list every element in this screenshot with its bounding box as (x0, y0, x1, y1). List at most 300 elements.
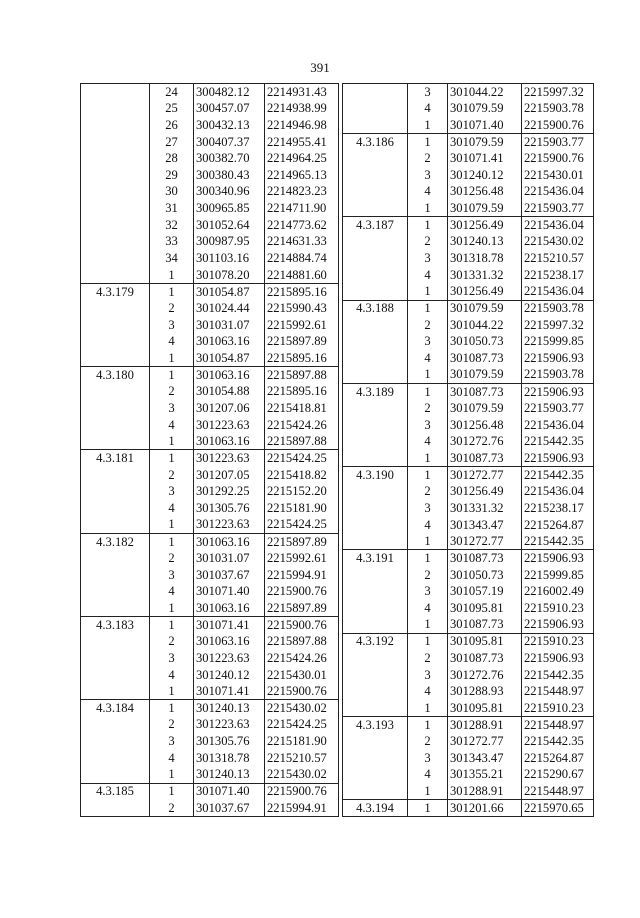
object-id-cell (343, 400, 408, 417)
x-coordinate-cell: 301331.32 (448, 267, 522, 284)
object-id-cell (343, 567, 408, 584)
object-id-cell (81, 650, 150, 667)
x-coordinate-cell: 301256.48 (448, 183, 522, 200)
x-coordinate-cell: 301054.87 (194, 350, 265, 367)
object-id-cell (81, 100, 150, 117)
object-id-cell (81, 583, 150, 600)
point-number-cell: 2 (408, 483, 448, 500)
object-id-cell: 4.3.179 (81, 283, 150, 300)
table-row (81, 233, 339, 250)
table-row (343, 117, 594, 134)
object-id-cell: 4.3.190 (343, 467, 408, 484)
x-coordinate-cell: 301087.73 (448, 550, 522, 567)
object-id-cell (343, 317, 408, 334)
point-number-cell: 1 (150, 533, 194, 550)
x-coordinate-cell: 301318.78 (448, 250, 522, 267)
object-id-cell (343, 733, 408, 750)
y-coordinate-cell: 2215895.16 (265, 283, 339, 300)
point-number-cell: 4 (150, 500, 194, 517)
x-coordinate-cell: 301071.41 (194, 683, 265, 700)
object-id-cell (343, 283, 408, 300)
point-number-cell: 4 (150, 333, 194, 350)
table-row (343, 450, 594, 467)
table-row (343, 267, 594, 284)
y-coordinate-cell: 2215448.97 (522, 683, 594, 700)
object-id-cell (81, 200, 150, 217)
y-coordinate-cell: 2214881.60 (265, 267, 339, 284)
y-coordinate-cell: 2215442.35 (522, 666, 594, 683)
table-row (343, 100, 594, 117)
point-number-cell: 1 (150, 700, 194, 717)
x-coordinate-cell: 301240.13 (194, 700, 265, 717)
point-number-cell: 2 (150, 716, 194, 733)
table-row (343, 666, 594, 683)
table-row (343, 233, 594, 250)
object-id-cell (343, 433, 408, 450)
object-id-cell (81, 550, 150, 567)
y-coordinate-cell: 2215900.76 (265, 683, 339, 700)
point-number-cell: 1 (150, 683, 194, 700)
y-coordinate-cell: 2215903.78 (522, 300, 594, 317)
table-row (81, 117, 339, 134)
object-id-cell (81, 417, 150, 434)
x-coordinate-cell: 301343.47 (448, 517, 522, 534)
y-coordinate-cell: 2215264.87 (522, 517, 594, 534)
object-id-cell (81, 267, 150, 284)
point-number-cell: 4 (408, 600, 448, 617)
object-id-cell (343, 583, 408, 600)
point-number-cell: 1 (408, 117, 448, 134)
y-coordinate-cell: 2215430.01 (522, 167, 594, 184)
y-coordinate-cell: 2215897.89 (265, 333, 339, 350)
y-coordinate-cell: 2214931.43 (265, 84, 339, 101)
y-coordinate-cell: 2215897.88 (265, 367, 339, 384)
table-row (343, 700, 594, 717)
x-coordinate-cell: 301288.91 (448, 716, 522, 733)
object-id-cell: 4.3.189 (343, 383, 408, 400)
object-id-cell (343, 483, 408, 500)
object-id-cell: 4.3.193 (343, 716, 408, 733)
y-coordinate-cell: 2214964.25 (265, 150, 339, 167)
table-row (343, 633, 594, 650)
point-number-cell: 2 (408, 567, 448, 584)
point-number-cell: 3 (150, 650, 194, 667)
point-number-cell: 4 (150, 666, 194, 683)
y-coordinate-cell: 2214884.74 (265, 250, 339, 267)
point-number-cell: 26 (150, 117, 194, 134)
object-id-cell (343, 666, 408, 683)
object-id-cell (343, 533, 408, 550)
x-coordinate-cell: 301223.63 (194, 450, 265, 467)
x-coordinate-cell: 301256.48 (448, 417, 522, 434)
y-coordinate-cell: 2215436.04 (522, 217, 594, 234)
object-id-cell (343, 766, 408, 783)
y-coordinate-cell: 2215430.02 (265, 766, 339, 783)
point-number-cell: 2 (408, 733, 448, 750)
object-id-cell (343, 350, 408, 367)
object-id-cell (81, 300, 150, 317)
y-coordinate-cell: 2214711.90 (265, 200, 339, 217)
y-coordinate-cell: 2215436.04 (522, 483, 594, 500)
x-coordinate-cell: 301079.59 (448, 400, 522, 417)
point-number-cell: 4 (408, 267, 448, 284)
object-id-cell (343, 750, 408, 767)
y-coordinate-cell: 2215997.32 (522, 84, 594, 101)
point-number-cell: 3 (150, 317, 194, 334)
x-coordinate-cell: 301207.05 (194, 467, 265, 484)
object-id-cell (81, 500, 150, 517)
table-row (81, 600, 339, 617)
table-row (81, 650, 339, 667)
y-coordinate-cell: 2215238.17 (522, 267, 594, 284)
x-coordinate-cell: 301223.63 (194, 650, 265, 667)
table-row (343, 400, 594, 417)
x-coordinate-cell: 301095.81 (448, 700, 522, 717)
table-row (343, 383, 594, 400)
object-id-cell (343, 84, 408, 101)
x-coordinate-cell: 301256.49 (448, 483, 522, 500)
table-row (81, 583, 339, 600)
object-id-cell (81, 567, 150, 584)
object-id-cell (343, 600, 408, 617)
table-row (81, 733, 339, 750)
point-number-cell: 1 (408, 633, 448, 650)
y-coordinate-cell: 2215897.89 (265, 533, 339, 550)
table-row (343, 467, 594, 484)
point-number-cell: 29 (150, 167, 194, 184)
point-number-cell: 2 (150, 300, 194, 317)
object-id-cell: 4.3.182 (81, 533, 150, 550)
object-id-cell: 4.3.181 (81, 450, 150, 467)
y-coordinate-cell: 2215906.93 (522, 650, 594, 667)
object-id-cell (343, 200, 408, 217)
y-coordinate-cell: 2214823.23 (265, 183, 339, 200)
point-number-cell: 1 (408, 300, 448, 317)
x-coordinate-cell: 301095.81 (448, 633, 522, 650)
point-number-cell: 1 (408, 450, 448, 467)
object-id-cell (343, 500, 408, 517)
object-id-cell (81, 333, 150, 350)
object-id-cell: 4.3.184 (81, 700, 150, 717)
table-row (343, 367, 594, 384)
x-coordinate-cell: 301256.49 (448, 283, 522, 300)
object-id-cell (343, 450, 408, 467)
point-number-cell: 4 (150, 583, 194, 600)
object-id-cell (343, 700, 408, 717)
object-id-cell (81, 766, 150, 783)
x-coordinate-cell: 301288.93 (448, 683, 522, 700)
x-coordinate-cell: 301087.73 (448, 350, 522, 367)
x-coordinate-cell: 301240.13 (448, 233, 522, 250)
object-id-cell (81, 350, 150, 367)
table-row (81, 133, 339, 150)
object-id-cell (81, 733, 150, 750)
table-row (81, 267, 339, 284)
table-row (343, 567, 594, 584)
x-coordinate-cell: 301050.73 (448, 567, 522, 584)
object-id-cell (81, 716, 150, 733)
y-coordinate-cell: 2215997.32 (522, 317, 594, 334)
table-row (81, 750, 339, 767)
object-id-cell (343, 233, 408, 250)
table-row (81, 383, 339, 400)
y-coordinate-cell: 2215900.76 (265, 617, 339, 634)
x-coordinate-cell: 301272.77 (448, 733, 522, 750)
object-id-cell: 4.3.183 (81, 617, 150, 634)
y-coordinate-cell: 2215900.76 (265, 783, 339, 800)
table-row (343, 250, 594, 267)
y-coordinate-cell: 2215970.65 (522, 800, 594, 817)
table-row (81, 450, 339, 467)
point-number-cell: 1 (150, 517, 194, 534)
y-coordinate-cell: 2215430.02 (522, 233, 594, 250)
point-number-cell: 1 (408, 550, 448, 567)
x-coordinate-cell: 301087.73 (448, 383, 522, 400)
table-row (343, 733, 594, 750)
table-row (81, 100, 339, 117)
table-row (81, 633, 339, 650)
table-row (343, 716, 594, 733)
object-id-cell (81, 633, 150, 650)
x-coordinate-cell: 301087.73 (448, 650, 522, 667)
y-coordinate-cell: 2215430.01 (265, 666, 339, 683)
point-number-cell: 1 (150, 350, 194, 367)
point-number-cell: 2 (408, 233, 448, 250)
y-coordinate-cell: 2215264.87 (522, 750, 594, 767)
point-number-cell: 1 (408, 783, 448, 800)
point-number-cell: 30 (150, 183, 194, 200)
point-number-cell: 2 (150, 383, 194, 400)
y-coordinate-cell: 2214773.62 (265, 217, 339, 234)
point-number-cell: 1 (408, 367, 448, 384)
point-number-cell: 2 (150, 550, 194, 567)
table-row (81, 800, 339, 817)
x-coordinate-cell: 301079.59 (448, 133, 522, 150)
table-row (343, 317, 594, 334)
x-coordinate-cell: 301305.76 (194, 500, 265, 517)
point-number-cell: 4 (408, 100, 448, 117)
x-coordinate-cell: 301037.67 (194, 567, 265, 584)
object-id-cell (343, 117, 408, 134)
point-number-cell: 1 (150, 367, 194, 384)
x-coordinate-cell: 301031.07 (194, 317, 265, 334)
y-coordinate-cell: 2215994.91 (265, 567, 339, 584)
x-coordinate-cell: 301063.16 (194, 333, 265, 350)
y-coordinate-cell: 2215999.85 (522, 567, 594, 584)
table-row (81, 683, 339, 700)
y-coordinate-cell: 2215424.25 (265, 517, 339, 534)
object-id-cell: 4.3.180 (81, 367, 150, 384)
object-id-cell (343, 367, 408, 384)
point-number-cell: 4 (408, 517, 448, 534)
y-coordinate-cell: 2215895.16 (265, 383, 339, 400)
point-number-cell: 1 (150, 617, 194, 634)
x-coordinate-cell: 301355.21 (448, 766, 522, 783)
object-id-cell (81, 167, 150, 184)
table-row (343, 517, 594, 534)
table-row (343, 617, 594, 634)
table-row (81, 716, 339, 733)
point-number-cell: 34 (150, 250, 194, 267)
table-row (343, 283, 594, 300)
x-coordinate-cell: 301207.06 (194, 400, 265, 417)
y-coordinate-cell: 2216002.49 (522, 583, 594, 600)
x-coordinate-cell: 301087.73 (448, 617, 522, 634)
object-id-cell (343, 150, 408, 167)
table-row (81, 417, 339, 434)
y-coordinate-cell: 2215897.88 (265, 433, 339, 450)
table-row (81, 783, 339, 800)
object-id-cell: 4.3.187 (343, 217, 408, 234)
y-coordinate-cell: 2215992.61 (265, 317, 339, 334)
object-id-cell (81, 800, 150, 817)
table-row (81, 400, 339, 417)
point-number-cell: 3 (408, 583, 448, 600)
x-coordinate-cell: 300340.96 (194, 183, 265, 200)
x-coordinate-cell: 301305.76 (194, 733, 265, 750)
object-id-cell: 4.3.186 (343, 133, 408, 150)
y-coordinate-cell: 2215442.35 (522, 433, 594, 450)
object-id-cell (343, 683, 408, 700)
y-coordinate-cell: 2215430.02 (265, 700, 339, 717)
y-coordinate-cell: 2215210.57 (265, 750, 339, 767)
y-coordinate-cell: 2214631.33 (265, 233, 339, 250)
object-id-cell (343, 417, 408, 434)
x-coordinate-cell: 301272.76 (448, 433, 522, 450)
x-coordinate-cell: 301079.59 (448, 200, 522, 217)
table-row (81, 617, 339, 634)
y-coordinate-cell: 2215436.04 (522, 183, 594, 200)
object-id-cell: 4.3.192 (343, 633, 408, 650)
point-number-cell: 1 (150, 783, 194, 800)
table-row (81, 517, 339, 534)
y-coordinate-cell: 2215999.85 (522, 333, 594, 350)
y-coordinate-cell: 2215424.26 (265, 650, 339, 667)
point-number-cell: 33 (150, 233, 194, 250)
object-id-cell: 4.3.188 (343, 300, 408, 317)
coordinates-table-right (342, 83, 594, 817)
x-coordinate-cell: 301044.22 (448, 317, 522, 334)
point-number-cell: 4 (408, 350, 448, 367)
y-coordinate-cell: 2214965.13 (265, 167, 339, 184)
object-id-cell (81, 467, 150, 484)
table-row (343, 350, 594, 367)
point-number-cell: 4 (150, 417, 194, 434)
y-coordinate-cell: 2215897.89 (265, 600, 339, 617)
x-coordinate-cell: 301071.40 (194, 783, 265, 800)
table-row (343, 200, 594, 217)
y-coordinate-cell: 2215900.76 (522, 117, 594, 134)
table-row (81, 766, 339, 783)
table-row (81, 700, 339, 717)
point-number-cell: 1 (150, 433, 194, 450)
table-row (343, 84, 594, 101)
x-coordinate-cell: 301240.12 (448, 167, 522, 184)
point-number-cell: 2 (408, 317, 448, 334)
object-id-cell (343, 100, 408, 117)
table-row (343, 433, 594, 450)
y-coordinate-cell: 2215210.57 (522, 250, 594, 267)
x-coordinate-cell: 301054.87 (194, 283, 265, 300)
y-coordinate-cell: 2215903.78 (522, 100, 594, 117)
point-number-cell: 2 (150, 633, 194, 650)
coordinates-table-left (80, 83, 339, 817)
x-coordinate-cell: 301079.59 (448, 100, 522, 117)
y-coordinate-cell: 2215990.43 (265, 300, 339, 317)
y-coordinate-cell: 2214955.41 (265, 133, 339, 150)
y-coordinate-cell: 2215992.61 (265, 550, 339, 567)
y-coordinate-cell: 2215903.77 (522, 133, 594, 150)
y-coordinate-cell: 2215436.04 (522, 283, 594, 300)
y-coordinate-cell: 2214946.98 (265, 117, 339, 134)
table-row (81, 250, 339, 267)
table-row (343, 183, 594, 200)
x-coordinate-cell: 301087.73 (448, 450, 522, 467)
object-id-cell: 4.3.191 (343, 550, 408, 567)
x-coordinate-cell: 301223.63 (194, 716, 265, 733)
point-number-cell: 4 (408, 183, 448, 200)
table-row (343, 766, 594, 783)
x-coordinate-cell: 301031.07 (194, 550, 265, 567)
x-coordinate-cell: 301063.16 (194, 633, 265, 650)
x-coordinate-cell: 301071.41 (448, 150, 522, 167)
y-coordinate-cell: 2215152.20 (265, 483, 339, 500)
table-row (81, 283, 339, 300)
y-coordinate-cell: 2215424.25 (265, 716, 339, 733)
point-number-cell: 3 (150, 400, 194, 417)
object-id-cell (81, 84, 150, 101)
x-coordinate-cell: 301240.12 (194, 666, 265, 683)
y-coordinate-cell: 2215906.93 (522, 617, 594, 634)
table-row (81, 666, 339, 683)
point-number-cell: 1 (150, 267, 194, 284)
object-id-cell (81, 117, 150, 134)
y-coordinate-cell: 2215418.81 (265, 400, 339, 417)
object-id-cell (81, 217, 150, 234)
point-number-cell: 4 (150, 750, 194, 767)
object-id-cell (81, 250, 150, 267)
x-coordinate-cell: 301071.40 (448, 117, 522, 134)
object-id-cell (81, 433, 150, 450)
object-id-cell: 4.3.185 (81, 783, 150, 800)
x-coordinate-cell: 300965.85 (194, 200, 265, 217)
y-coordinate-cell: 2215900.76 (265, 583, 339, 600)
point-number-cell: 3 (408, 417, 448, 434)
table-row (81, 183, 339, 200)
object-id-cell (343, 267, 408, 284)
y-coordinate-cell: 2215442.35 (522, 533, 594, 550)
point-number-cell: 32 (150, 217, 194, 234)
point-number-cell: 4 (408, 683, 448, 700)
x-coordinate-cell: 301288.91 (448, 783, 522, 800)
object-id-cell (343, 167, 408, 184)
point-number-cell: 2 (408, 650, 448, 667)
x-coordinate-cell: 301201.66 (448, 800, 522, 817)
table-row (81, 150, 339, 167)
x-coordinate-cell: 301343.47 (448, 750, 522, 767)
y-coordinate-cell: 2215900.76 (522, 150, 594, 167)
x-coordinate-cell: 300457.07 (194, 100, 265, 117)
point-number-cell: 1 (150, 600, 194, 617)
y-coordinate-cell: 2215903.77 (522, 400, 594, 417)
object-id-cell (81, 517, 150, 534)
point-number-cell: 28 (150, 150, 194, 167)
object-id-cell (343, 250, 408, 267)
object-id-cell (81, 400, 150, 417)
point-number-cell: 3 (408, 167, 448, 184)
x-coordinate-cell: 300407.37 (194, 133, 265, 150)
y-coordinate-cell: 2215906.93 (522, 383, 594, 400)
